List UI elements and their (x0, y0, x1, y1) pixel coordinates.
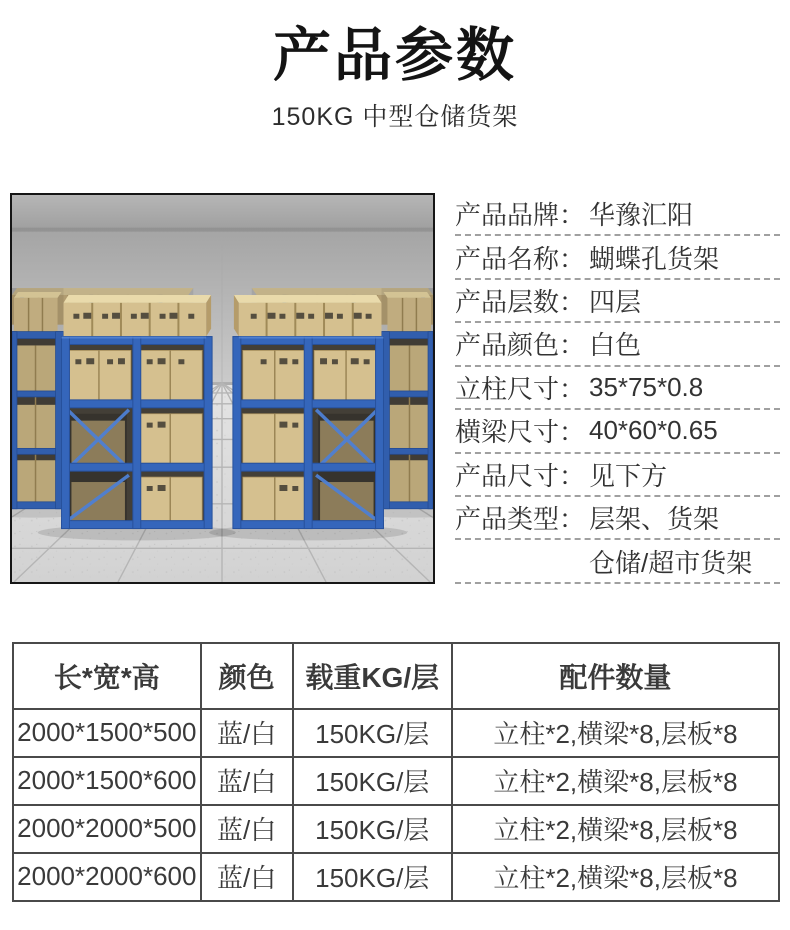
spec-value: 40*60*0.65 (589, 415, 718, 446)
table-row (13, 853, 779, 901)
cell-load: 150KG/层 (293, 709, 452, 757)
cell-size: 2000*2000*500 (13, 805, 201, 853)
cell-color: 蓝/白 (201, 805, 293, 853)
spec-value: 仓储/超市货架 (589, 547, 753, 578)
right-rack-row (209, 288, 433, 540)
spec-value: 层架、货架 (589, 504, 720, 535)
cell-accessories: 立柱*2,横梁*8,层板*8 (452, 805, 779, 853)
spec-label: 产品颜色： (455, 330, 586, 361)
table-row (13, 757, 779, 805)
spec-label: 横梁尺寸： (455, 417, 586, 448)
spec-row-color (455, 323, 780, 366)
page-title: 产品参数 (272, 23, 517, 88)
cell-load: 150KG/层 (293, 757, 452, 805)
cell-load: 150KG/层 (293, 853, 452, 901)
cell-color: 蓝/白 (201, 853, 293, 901)
header (0, 0, 790, 132)
spec-row-beam-size (455, 410, 780, 453)
spec-value: 四层 (589, 286, 642, 317)
spec-value: 白色 (589, 330, 642, 361)
spec-row-type (455, 497, 780, 540)
spec-list (455, 193, 780, 584)
spec-label: 产品名称： (455, 243, 586, 274)
cell-color: 蓝/白 (201, 757, 293, 805)
header-cell-load: 载重KG/层 (293, 643, 452, 709)
cell-color: 蓝/白 (201, 709, 293, 757)
page-subtitle: 150KG 中型仓储货架 (271, 102, 519, 131)
table-row (13, 709, 779, 757)
header-cell-accessories: 配件数量 (452, 643, 779, 709)
header-cell-size: 长*宽*高 (13, 643, 201, 709)
content-row (10, 193, 780, 584)
spec-label: 产品类型： (455, 504, 586, 535)
product-photo (10, 193, 435, 584)
cell-size: 2000*1500*600 (13, 757, 201, 805)
spec-label: 立柱尺寸： (455, 373, 586, 404)
spec-value: 35*75*0.8 (589, 371, 704, 402)
spec-row-name (455, 236, 780, 279)
cell-accessories: 立柱*2,横梁*8,层板*8 (452, 709, 779, 757)
spec-row-brand (455, 193, 780, 236)
spec-label: 产品尺寸： (455, 460, 586, 491)
spec-row-layers (455, 280, 780, 323)
cell-accessories: 立柱*2,横梁*8,层板*8 (452, 757, 779, 805)
cell-accessories: 立柱*2,横梁*8,层板*8 (452, 853, 779, 901)
cell-load: 150KG/层 (293, 805, 452, 853)
spec-row-post-size (455, 367, 780, 410)
spec-label: 产品品牌： (455, 200, 586, 231)
header-cell-color: 颜色 (201, 643, 293, 709)
cell-size: 2000*2000*600 (13, 853, 201, 901)
spec-row-type-cont (455, 540, 780, 583)
size-load-table (12, 642, 780, 902)
table-row (13, 805, 779, 853)
spec-value: 蝴蝶孔货架 (589, 243, 720, 274)
spec-row-product-size (455, 454, 780, 497)
spec-label: 产品层数： (455, 286, 586, 317)
spec-value: 见下方 (589, 460, 668, 491)
table-header-row (13, 643, 779, 709)
spec-value: 华豫汇阳 (589, 200, 694, 231)
ceiling (12, 195, 433, 229)
left-rack-row (12, 288, 236, 540)
cell-size: 2000*1500*500 (13, 709, 201, 757)
warehouse-photo-illustration (12, 195, 433, 582)
